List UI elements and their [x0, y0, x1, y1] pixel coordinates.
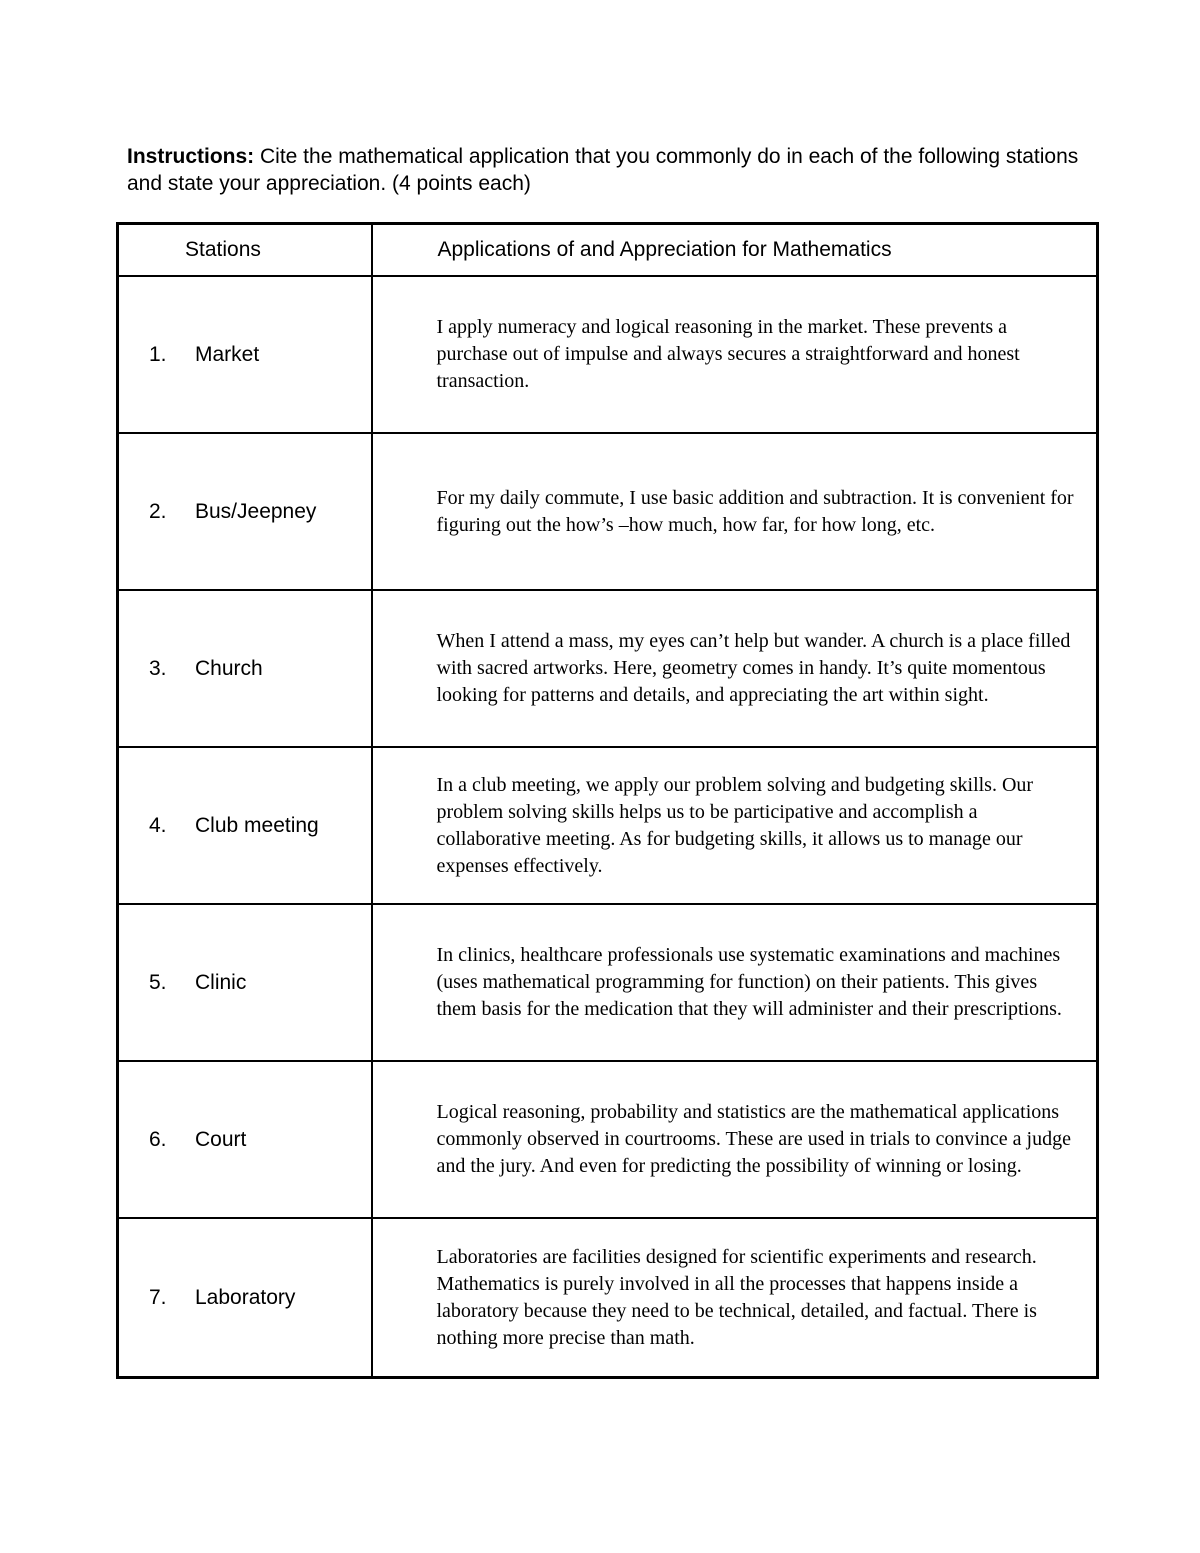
station-cell: [118, 904, 372, 1061]
station-cell: [118, 276, 372, 433]
table-row: [118, 904, 1098, 1061]
station-name: Bus/Jeepney: [195, 499, 317, 523]
table-row: [118, 1061, 1098, 1218]
station-number: 7.: [149, 1285, 167, 1309]
station-cell: [118, 1218, 372, 1378]
table-header-row: [118, 224, 1098, 277]
table-row: [118, 1218, 1098, 1378]
stations-table: [116, 222, 1099, 1379]
application-text: Logical reasoning, probability and statistics are the mathematical applications commonly observed in courtrooms. These are used in trials to convince a judge and the jury. And even for predicting the possibility of winning or losing.: [436, 1101, 1071, 1177]
station-number: 5.: [149, 970, 167, 994]
application-cell: [372, 1061, 1098, 1218]
header-applications: Applications of and Appreciation for Mathematics: [372, 224, 1098, 277]
application-text: Laboratories are facilities designed for scientific experiments and research. Mathematics is purely involved in all the processes that happens inside a laboratory because they need to be technical, detailed, and factual. There is nothing more precise than math.: [436, 1245, 1037, 1349]
application-text: I apply numeracy and logical reasoning in the market. These prevents a purchase out of impulse and always secures a straightforward and honest transaction.: [436, 316, 1020, 392]
application-text: When I attend a mass, my eyes can’t help but wander. A church is a place filled with sacred artworks. Here, geometry comes in handy. It’s quite momentous looking for patterns and details, and appreciating the art within sight.: [436, 630, 1071, 706]
application-cell: [372, 276, 1098, 433]
station-name: Market: [195, 342, 260, 366]
application-text: In clinics, healthcare professionals use systematic examinations and machines (uses mathematical programming for function) on their patients. This gives them basis for the medication that they will administer and their prescriptions.: [436, 944, 1062, 1020]
station-cell: [118, 747, 372, 904]
station-number: 1.: [149, 342, 167, 366]
table-row: [118, 276, 1098, 433]
station-name: Laboratory: [195, 1285, 296, 1309]
header-stations: Stations: [118, 224, 372, 277]
station-cell: [118, 433, 372, 590]
station-name: Court: [195, 1127, 247, 1151]
table-row: [118, 590, 1098, 747]
table-row: [118, 433, 1098, 590]
application-cell: [372, 590, 1098, 747]
application-text: In a club meeting, we apply our problem solving and budgeting skills. Our problem solving skills helps us to be participative and accomplish a collaborative meeting. As for budgeting skills, it allows us to manage our expenses effectively.: [436, 773, 1034, 877]
application-cell: [372, 747, 1098, 904]
station-name: Clinic: [195, 970, 247, 994]
instructions-text: Cite the mathematical application that you commonly do in each of the following stations and state your appreciation. (4 points each): [127, 145, 1079, 195]
application-cell: [372, 1218, 1098, 1378]
station-number: 2.: [149, 499, 167, 523]
station-number: 3.: [149, 656, 167, 680]
instructions: [127, 143, 1107, 197]
instructions-label: Instructions:: [127, 145, 255, 168]
application-cell: [372, 904, 1098, 1061]
station-number: 4.: [149, 813, 167, 837]
station-number: 6.: [149, 1127, 167, 1151]
application-cell: [372, 433, 1098, 590]
application-text: For my daily commute, I use basic addition and subtraction. It is convenient for figuring out the how’s –how much, how far, for how long, etc.: [436, 486, 1074, 536]
station-name: Club meeting: [195, 813, 319, 837]
station-cell: [118, 590, 372, 747]
station-cell: [118, 1061, 372, 1218]
table-row: [118, 747, 1098, 904]
station-name: Church: [195, 656, 263, 680]
